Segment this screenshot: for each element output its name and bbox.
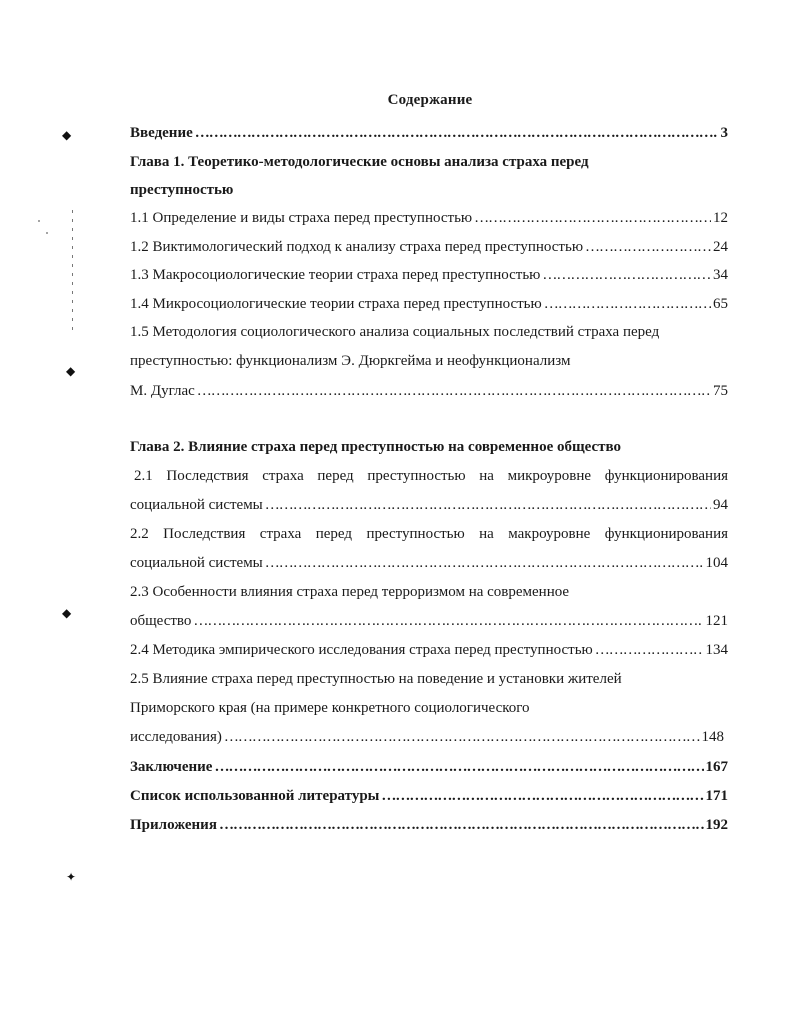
toc-label: исследования) [130,729,222,745]
toc-page: 171 [705,788,728,804]
binder-hole-mark: ✦ [66,870,77,884]
toc-page: 75 [713,383,728,399]
toc-label: М. Дуглас [130,383,195,399]
binder-hole-mark: ◆ [62,606,72,620]
toc-chapter-1-title-cont: преступностью [130,182,234,198]
toc-entry-2-1-line2 [130,496,728,514]
toc-entry-2-2-line2 [130,554,728,572]
toc-entry-2-5-line3 [130,728,724,746]
toc-page: 167 [705,759,728,775]
toc-entry-conclusion [130,758,728,776]
toc-entry-2-2-line1: 2.2 Последствия страха перед преступностью на макроуровне функционирования [130,526,728,542]
toc-page: 12 [713,210,728,226]
scan-speck [38,220,40,222]
toc-entry-intro [130,124,728,142]
toc-page: 192 [705,817,728,833]
toc-page: 3 [720,125,728,141]
toc-label: Заключение [130,759,213,775]
toc-entry-1-5-line3 [130,382,728,400]
toc-page: 148 [701,729,724,745]
toc-entry-1-5-line2: преступностью: функционализм Э. Дюркгейма и неофункционализм [130,353,571,369]
toc-label: 1.1 Определение и виды страха перед преступностью [130,210,473,226]
binder-hole-mark: ◆ [62,128,72,142]
toc-page: 65 [713,296,728,312]
toc-entry-appendix [130,816,728,834]
toc-entry-1-5-line1: 1.5 Методология социологического анализа социальных последствий страха перед [130,324,660,340]
toc-page: 34 [713,267,728,283]
toc-entry-1-1 [130,209,728,227]
toc-label: Введение [130,125,193,141]
toc-label: социальной системы [130,555,263,571]
toc-entry-1-3 [130,266,728,284]
toc-entry-2-5-line2: Приморского края (на примере конкретного социологического [130,700,530,716]
toc-label: Список использованной литературы [130,788,380,804]
scan-speck [46,232,48,234]
toc-label: 2.4 Методика эмпирического исследования страха перед преступностью [130,642,593,658]
toc-chapter-2-title: Глава 2. Влияние страха перед преступностью на современное общество [130,439,622,455]
toc-label: общество [130,613,192,629]
binder-hole-mark: ◆ [66,364,76,378]
toc-page: 121 [705,613,728,629]
toc-label: социальной системы [130,497,263,513]
toc-entry-1-2 [130,238,728,256]
toc-chapter-1-title: Глава 1. Теоретико-методологические основы анализа страха перед [130,154,589,170]
toc-entry-bibliography [130,787,728,805]
toc-label: 1.3 Макросоциологические теории страха перед преступностью [130,267,541,283]
toc-label: 1.2 Виктимологический подход к анализу страха перед преступностью [130,239,584,255]
toc-entry-1-4 [130,295,728,313]
scan-noise [72,210,73,330]
toc-entry-2-3-line1: 2.3 Особенности влияния страха перед терроризмом на современное [130,584,570,600]
toc-page: 134 [705,642,728,658]
toc-entry-2-4 [130,641,728,659]
toc-entry-2-3-line2 [130,612,728,630]
toc-page: 104 [705,555,728,571]
toc-label: 1.4 Микросоциологические теории страха перед преступностью [130,296,542,312]
toc-label: Приложения [130,817,217,833]
toc-page: 94 [713,497,728,513]
page-title: Содержание [387,92,473,108]
toc-page: 24 [713,239,728,255]
toc-entry-2-1-line1: 2.1 Последствия страха перед преступностью на микроуровне функционирования [134,468,728,484]
toc-entry-2-5-line1: 2.5 Влияние страха перед преступностью на поведение и установки жителей [130,671,622,687]
